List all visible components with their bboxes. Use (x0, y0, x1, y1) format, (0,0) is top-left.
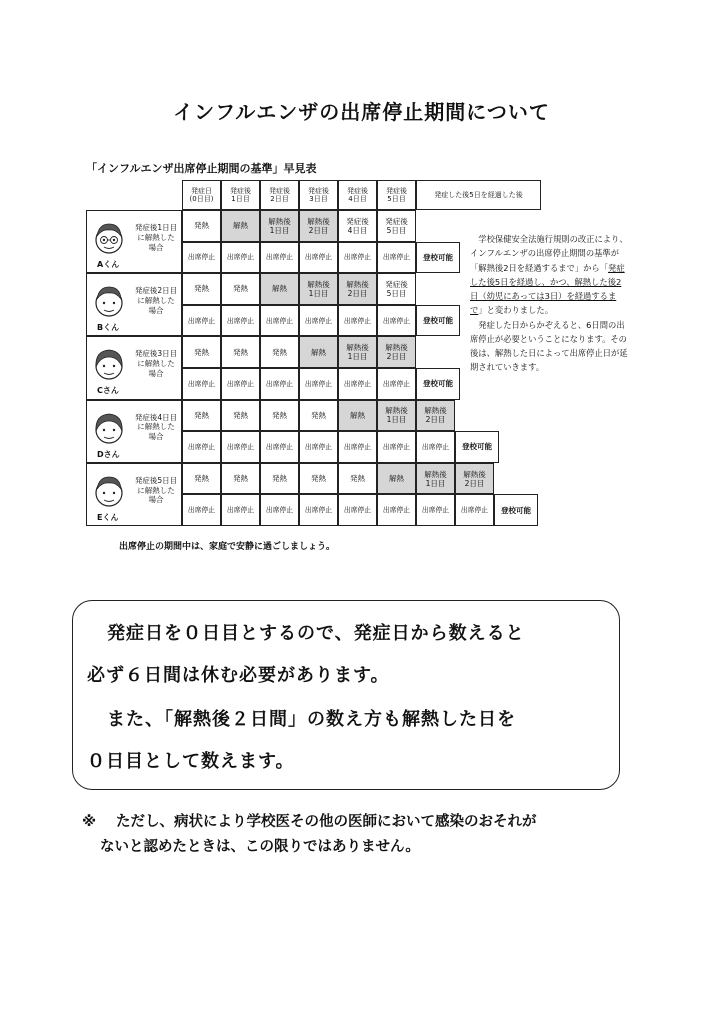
footnote-line-1 (82, 810, 642, 835)
status-cell: 発熱 (182, 463, 221, 495)
header-cell: 発症後 2日目 (260, 180, 299, 210)
attendance-stop-cell: 出席停止 (182, 305, 221, 337)
explanation-paragraph-1 (470, 232, 628, 318)
explanation-text-b: 」と変わりました。 (478, 305, 553, 316)
person-condition-label: 発症後2日目 に解熱した 場合 (134, 286, 178, 315)
attendance-stop-cell: 出席停止 (338, 494, 377, 526)
face-boy-icon (91, 282, 127, 320)
status-cell: 発熱 (221, 273, 260, 305)
person-name: Eくん (97, 512, 119, 522)
attendance-stop-cell: 出席停止 (221, 305, 260, 337)
attendance-stop-cell: 出席停止 (338, 368, 377, 400)
status-cell: 発熱 (299, 463, 338, 495)
chart-title: 「インフルエンザ出席停止期間の基準」早見表 (86, 162, 317, 175)
person-name: Dさん (97, 449, 120, 459)
fever-resolved-cell: 解熱 (260, 273, 299, 305)
status-cell: 発熱 (260, 400, 299, 432)
attendance-stop-cell: 出席停止 (260, 494, 299, 526)
status-cell: 発熱 (182, 273, 221, 305)
fever-resolved-cell: 解熱後 1日目 (377, 400, 416, 432)
status-cell: 発熱 (221, 463, 260, 495)
fever-resolved-cell: 解熱後 2日目 (455, 463, 494, 495)
attendance-stop-cell: 出席停止 (182, 494, 221, 526)
person-cell (86, 463, 182, 526)
fever-resolved-cell: 解熱後 2日目 (416, 400, 455, 432)
face-girl-icon (91, 345, 127, 383)
header-cell: 発症後 5日目 (377, 180, 416, 210)
header-cell: 発症後 3日目 (299, 180, 338, 210)
face-girl-icon (91, 409, 127, 447)
attendance-stop-cell: 出席停止 (221, 242, 260, 274)
face-glasses-icon (91, 219, 127, 257)
explanation-paragraph-2: 発症した日からかぞえると、6日間の出席停止が必要ということになります。その後は、解熱した日によって出席停止日が延期されていきます。 (470, 319, 628, 373)
footnote (82, 810, 642, 861)
status-cell: 発症後 4日目 (338, 210, 377, 242)
status-cell: 発熱 (221, 400, 260, 432)
person-condition-label: 発症後3日目 に解熱した 場合 (134, 349, 178, 378)
attendance-stop-cell: 出席停止 (416, 431, 455, 463)
attendance-stop-cell: 出席停止 (299, 431, 338, 463)
callout-line-3: また、「解熱後２日間」の数え方も解熱した日を (107, 709, 516, 730)
status-cell: 発熱 (221, 336, 260, 368)
header-cell: 発症後 4日目 (338, 180, 377, 210)
fever-resolved-cell: 解熱後 2日目 (299, 210, 338, 242)
attendance-stop-cell: 出席停止 (377, 305, 416, 337)
chart-note: 出席停止の期間中は、家庭で安静に過ごしましょう。 (119, 542, 336, 552)
person-name: Cさん (97, 386, 119, 396)
status-cell: 発症後 5日目 (377, 273, 416, 305)
attendance-stop-cell: 出席停止 (260, 305, 299, 337)
fever-resolved-cell: 解熱後 1日目 (299, 273, 338, 305)
attendance-stop-cell: 出席停止 (338, 305, 377, 337)
callout-line-2: 必ず６日間は休む必要があります。 (87, 665, 390, 686)
person-name: Bくん (97, 323, 120, 333)
fever-resolved-cell: 解熱 (221, 210, 260, 242)
status-cell: 発熱 (182, 210, 221, 242)
status-cell: 発熱 (260, 336, 299, 368)
explanation-text-a: 学校保健安全法施行規則の改正により、インフルエンザの出席停止期間の基準が「解熱後2日を経過するまで」から「 (470, 234, 628, 273)
callout-box (72, 600, 620, 790)
attendance-stop-cell: 出席停止 (182, 431, 221, 463)
attendance-stop-cell: 出席停止 (299, 494, 338, 526)
explanation-underlined: 発症した後5日を経過し、かつ、解熱した後2日（幼児にあっては3日）を経過するまで (470, 262, 625, 316)
school-allowed-cell: 登校可能 (416, 305, 460, 337)
school-allowed-cell: 登校可能 (416, 368, 460, 400)
person-cell (86, 400, 182, 463)
attendance-stop-cell: 出席停止 (182, 242, 221, 274)
attendance-stop-cell: 出席停止 (260, 431, 299, 463)
attendance-stop-cell: 出席停止 (377, 494, 416, 526)
status-cell: 発熱 (182, 400, 221, 432)
footnote-line-2: ないと認めたときは、この限りではありません。 (100, 839, 420, 856)
status-cell: 発熱 (338, 463, 377, 495)
attendance-stop-cell: 出席停止 (455, 494, 494, 526)
fever-resolved-cell: 解熱後 1日目 (416, 463, 455, 495)
attendance-stop-cell: 出席停止 (221, 431, 260, 463)
face-boy-icon (91, 472, 127, 510)
fever-resolved-cell: 解熱後 1日目 (260, 210, 299, 242)
fever-resolved-cell: 解熱 (338, 400, 377, 432)
person-condition-label: 発症後4日目 に解熱した 場合 (134, 412, 178, 442)
attendance-stop-cell: 出席停止 (299, 368, 338, 400)
attendance-stop-cell: 出席停止 (299, 242, 338, 274)
attendance-stop-cell: 出席停止 (416, 494, 455, 526)
attendance-stop-cell: 出席停止 (221, 494, 260, 526)
status-cell: 発症後 5日目 (377, 210, 416, 242)
callout-line-1: 発症日を０日目とするので、発症日から数えると (107, 623, 525, 644)
fever-resolved-cell: 解熱 (377, 463, 416, 495)
attendance-stop-cell: 出席停止 (338, 431, 377, 463)
attendance-stop-cell: 出席停止 (260, 368, 299, 400)
fever-resolved-cell: 解熱後 2日目 (338, 273, 377, 305)
status-cell: 発熱 (260, 463, 299, 495)
attendance-stop-cell: 出席停止 (377, 368, 416, 400)
explanation-text (470, 232, 628, 375)
person-cell (86, 336, 182, 399)
header-cell: 発症日 (0日目) (182, 180, 221, 210)
school-allowed-cell: 登校可能 (455, 431, 499, 463)
footnote-mark: ※ (82, 814, 97, 830)
attendance-stop-cell: 出席停止 (377, 431, 416, 463)
fever-resolved-cell: 解熱後 1日目 (338, 336, 377, 368)
footnote-text-1: ただし、病状により学校医その他の医師において感染のおそれが (116, 814, 537, 830)
person-condition-label: 発症後1日目 に解熱した 場合 (134, 223, 178, 252)
attendance-stop-cell: 出席停止 (338, 242, 377, 274)
status-cell: 発熱 (299, 400, 338, 432)
attendance-stop-cell: 出席停止 (221, 368, 260, 400)
header-cell: 発症後 1日目 (221, 180, 260, 210)
person-name: Aくん (97, 260, 120, 269)
attendance-stop-cell: 出席停止 (299, 305, 338, 337)
fever-resolved-cell: 解熱 (299, 336, 338, 368)
attendance-stop-cell: 出席停止 (377, 242, 416, 274)
person-cell (86, 273, 182, 336)
attendance-stop-cell: 出席停止 (260, 242, 299, 274)
header-cell: 発症した後5日を経過した後 (416, 180, 541, 210)
callout-line-4: ０日目として数えます。 (87, 751, 295, 772)
fever-resolved-cell: 解熱後 2日目 (377, 336, 416, 368)
school-allowed-cell: 登校可能 (416, 242, 460, 274)
person-condition-label: 発症後5日目 に解熱した 場合 (134, 475, 178, 505)
school-allowed-cell: 登校可能 (494, 494, 538, 526)
person-cell (86, 210, 182, 273)
page-title: インフルエンザの出席停止期間について (173, 100, 550, 124)
status-cell: 発熱 (182, 336, 221, 368)
attendance-stop-cell: 出席停止 (182, 368, 221, 400)
